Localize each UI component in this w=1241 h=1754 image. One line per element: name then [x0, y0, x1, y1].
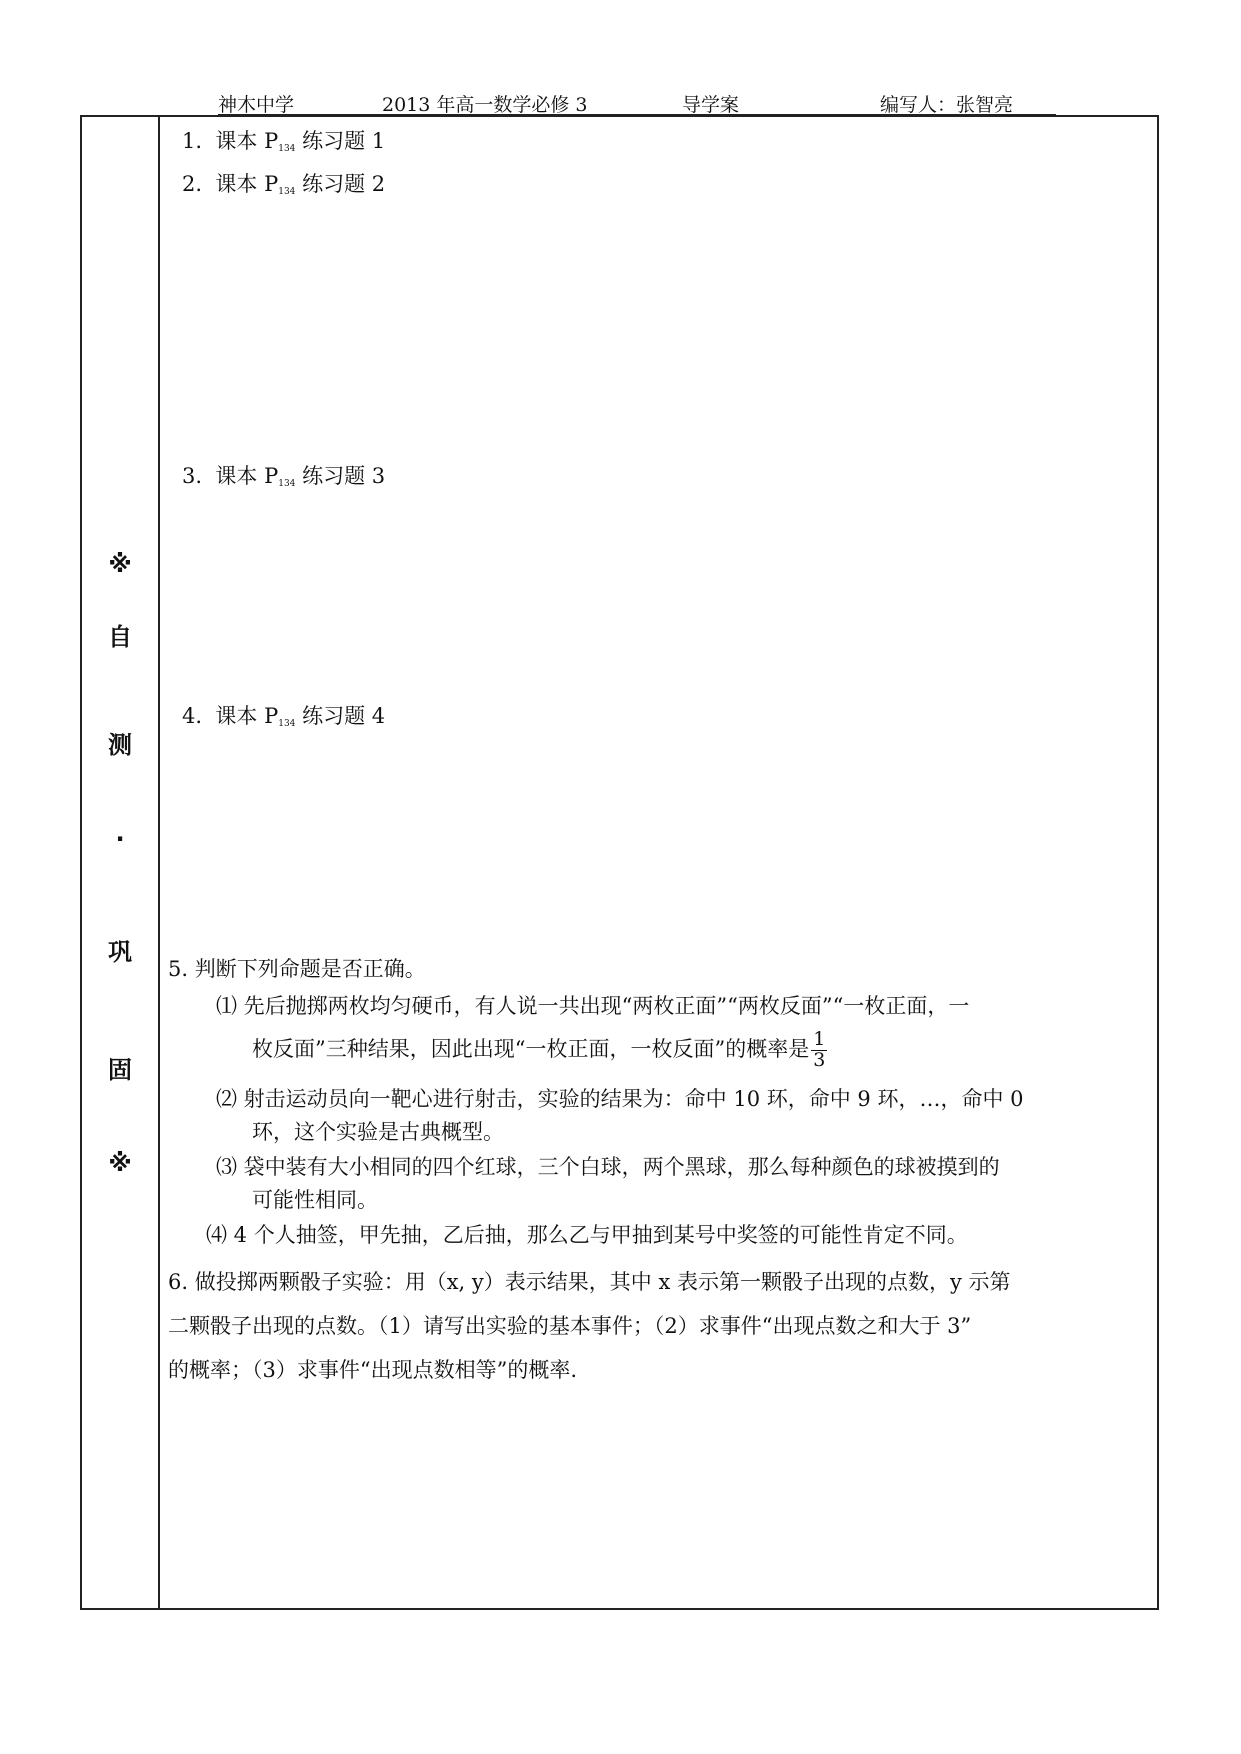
q5-item-1-line-2 — [252, 1030, 827, 1071]
page-subscript: 134 — [278, 479, 296, 489]
page-header — [218, 88, 1056, 115]
exercise-prefix: 课本 P — [215, 172, 279, 196]
question-5-title: 5. 判断下列命题是否正确。 — [168, 957, 426, 981]
q5-item-2-line-2: 环，这个实验是古典概型。 — [252, 1120, 504, 1144]
exercise-item — [182, 172, 385, 198]
q5-item-2-line-1: ⑵ 射击运动员向一靶心进行射击，实验的结果为：命中 10 环，命中 9 环，…，命中 0 — [216, 1087, 1024, 1111]
side-label-char: ※ — [108, 550, 132, 578]
exercise-item — [182, 129, 385, 155]
fraction-denominator: 3 — [813, 1048, 826, 1071]
fraction-numerator: 1 — [813, 1028, 826, 1050]
exercise-item — [182, 464, 385, 490]
exercise-number: 3. — [182, 464, 203, 488]
exercise-number: 2. — [182, 172, 203, 196]
document-type: 导学案 — [682, 94, 740, 116]
question-6-line-3: 的概率；（3）求事件“出现点数相等”的概率. — [168, 1358, 578, 1382]
page-subscript: 134 — [278, 187, 296, 197]
question-6-line-1: 6. 做投掷两颗骰子实验：用（x, y）表示结果，其中 x 表示第一颗骰子出现的点数，y 示第 — [168, 1270, 1011, 1294]
exercise-number: 4. — [182, 704, 203, 728]
author-line: 编写人：张智亮 — [880, 94, 1014, 116]
exercise-prefix: 课本 P — [215, 129, 279, 153]
content-table — [80, 115, 1159, 1610]
q5-item-3-line-1: ⑶ 袋中装有大小相同的四个红球，三个白球，两个黑球，那么每种颜色的球被摸到的 — [216, 1155, 1000, 1179]
exercise-suffix: 练习题 3 — [302, 464, 386, 488]
page-subscript: 134 — [278, 719, 296, 729]
exercise-item — [182, 704, 385, 730]
exercise-prefix: 课本 P — [215, 464, 279, 488]
school-name: 神木中学 — [218, 94, 295, 116]
question-6-line-2: 二颗骰子出现的点数。（1）请写出实验的基本事件；（2）求事件“出现点数之和大于 3” — [168, 1314, 972, 1338]
side-label-char: ※ — [108, 1149, 132, 1177]
q5-item-1-line-1: ⑴ 先后抛掷两枚均匀硬币，有人说一共出现“两枚正面”“两枚反面”“一枚正面，一 — [216, 994, 970, 1018]
exercise-number: 1. — [182, 129, 203, 153]
q5-item-1-text: 枚反面”三种结果，因此出现“一枚正面，一枚反面”的概率是 — [252, 1036, 810, 1061]
course-title: 2013 年高一数学必修 3 — [382, 94, 588, 116]
exercise-suffix: 练习题 4 — [302, 704, 386, 728]
side-label-char: 测 — [108, 731, 132, 759]
page-subscript: 134 — [278, 144, 296, 154]
fraction — [811, 1030, 827, 1071]
side-label-char: 固 — [108, 1056, 132, 1084]
exercise-prefix: 课本 P — [215, 704, 279, 728]
side-label-char: · — [115, 825, 125, 853]
side-label-char: 自 — [108, 623, 132, 651]
exercise-suffix: 练习题 1 — [302, 129, 386, 153]
exercise-suffix: 练习题 2 — [302, 172, 386, 196]
q5-item-4-line-1: ⑷ 4 个人抽签，甲先抽，乙后抽，那么乙与甲抽到某号中奖签的可能性肯定不同。 — [206, 1223, 968, 1247]
side-label-char: 巩 — [108, 938, 132, 966]
column-divider — [158, 117, 160, 1608]
q5-item-3-line-2: 可能性相同。 — [252, 1188, 378, 1212]
